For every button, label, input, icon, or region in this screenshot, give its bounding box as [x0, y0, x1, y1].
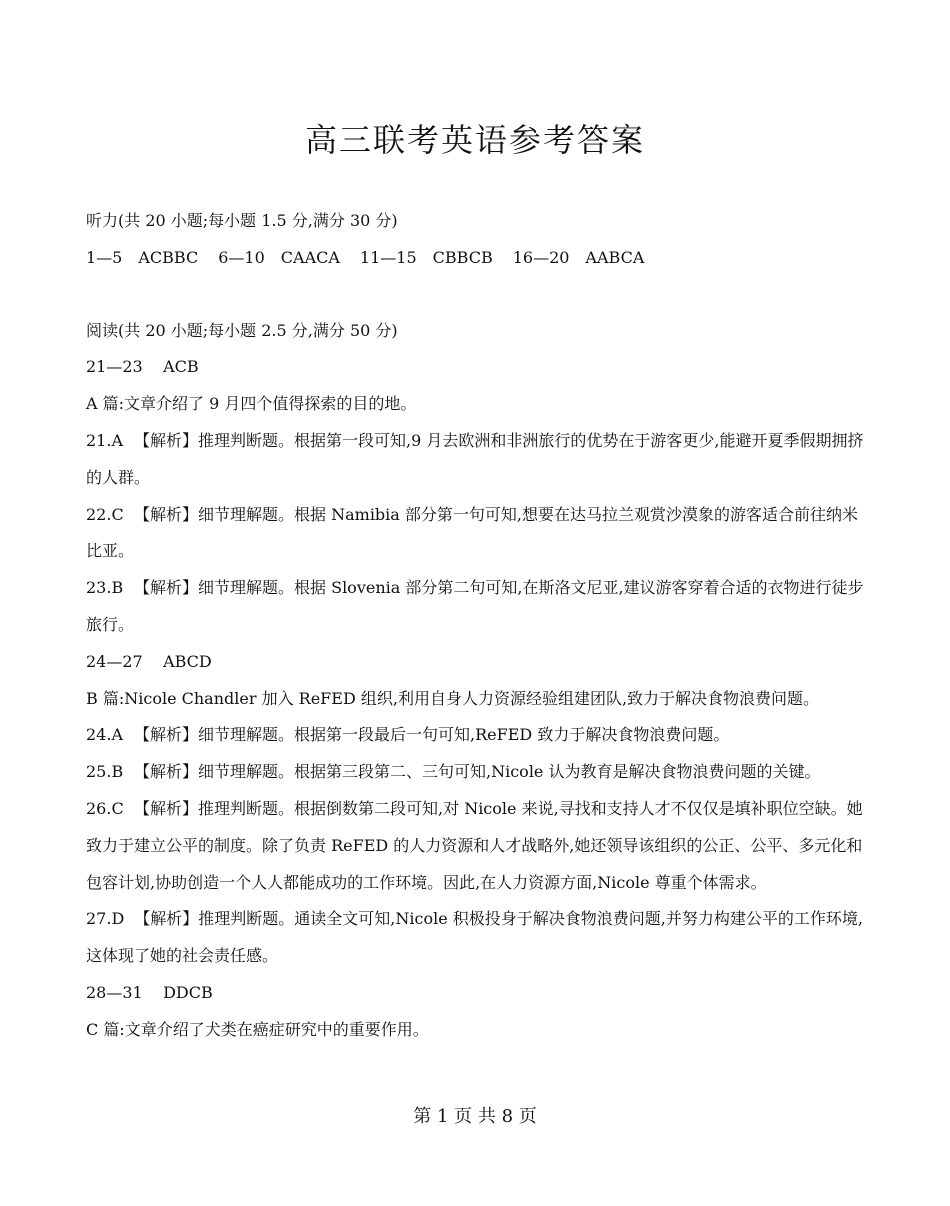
question-number: 25.B [86, 762, 124, 782]
listening-answers [86, 240, 872, 277]
answer-range: 16—20 [512, 247, 570, 267]
answer-letters: AABCA [585, 247, 645, 267]
explanation-text: 细节理解题。根据第三段第二、三句可知,Nicole 认为教育是解决食物浪费问题的关键。 [198, 762, 821, 782]
analysis-tag: 【解析】 [134, 578, 199, 598]
analysis-tag: 【解析】 [134, 430, 199, 450]
explanation-text: 推理判断题。根据倒数第二段可知,对 Nicole 来说,寻找和支持人才不仅仅是填补职位空缺。她致力于建立公平的制度。除了负责 ReFED 的人力资源和人才战略外,她还领导该组织的公正、公平、多元化和包容计划,协助创造一个人人都能成功的工作环境。因此,在人力资源方面,Nicole 尊重个体需求。 [86, 798, 863, 892]
explanation-text: 推理判断题。通读全文可知,Nicole 积极投身于解决食物浪费问题,并努力构建公平的工作环境,这体现了她的社会责任感。 [86, 909, 863, 966]
explanation-item [86, 901, 872, 975]
question-number: 22.C [86, 504, 124, 524]
answer-letters: ACBBC [138, 247, 199, 267]
analysis-tag: 【解析】 [134, 725, 199, 745]
explanation-item [86, 497, 872, 571]
listening-header: 听力(共 20 小题;每小题 1.5 分,满分 30 分) [86, 211, 398, 230]
group-b-range: 24—27 ABCD [86, 651, 212, 671]
question-number: 24.A [86, 725, 123, 745]
answer-content [86, 203, 872, 1049]
explanation-item [86, 570, 872, 644]
explanation-item [86, 717, 872, 754]
question-number: 23.B [86, 578, 124, 598]
answer-range: 6—10 [218, 247, 265, 267]
question-number: 21.A [86, 430, 123, 450]
explanation-text: 推理判断题。根据第一段可知,9 月去欧洲和非洲旅行的优势在于游客更少,能避开夏季假期拥挤的人群。 [86, 430, 864, 487]
group-c-range: 28—31 DDCB [86, 982, 213, 1002]
explanation-item [86, 423, 872, 497]
explanation-item [86, 754, 872, 791]
explanation-item [86, 791, 872, 901]
analysis-tag: 【解析】 [134, 762, 199, 782]
answer-range: 11—15 [359, 247, 417, 267]
group-b-summary: B 篇:Nicole Chandler 加入 ReFED 组织,利用自身人力资源经验组建团队,致力于解决食物浪费问题。 [86, 688, 820, 708]
answer-letters: CBBCB [432, 247, 493, 267]
explanation-text: 细节理解题。根据 Namibia 部分第一句可知,想要在达马拉兰观赏沙漠象的游客适合前往纳米比亚。 [86, 504, 859, 561]
group-a-range: 21—23 ACB [86, 357, 199, 377]
answer-letters: CAACA [280, 247, 340, 267]
explanation-text: 细节理解题。根据 Slovenia 部分第二句可知,在斯洛文尼亚,建议游客穿着合适的衣物进行徒步旅行。 [86, 578, 864, 634]
group-a-summary: A 篇:文章介绍了 9 月四个值得探索的目的地。 [86, 394, 417, 414]
section-gap [86, 277, 872, 313]
analysis-tag: 【解析】 [134, 798, 199, 818]
analysis-tag: 【解析】 [134, 504, 199, 524]
page-footer: 第 1 页 共 8 页 [413, 1106, 537, 1127]
question-number: 26.C [86, 798, 124, 818]
explanation-text: 细节理解题。根据第一段最后一句可知,ReFED 致力于解决食物浪费问题。 [198, 725, 730, 745]
reading-header: 阅读(共 20 小题;每小题 2.5 分,满分 50 分) [86, 320, 398, 340]
page-title: 高三联考英语参考答案 [304, 121, 645, 159]
group-c-summary: C 篇:文章介绍了犬类在癌症研究中的重要作用。 [86, 1019, 429, 1039]
answer-range: 1—5 [86, 247, 123, 267]
analysis-tag: 【解析】 [134, 909, 199, 929]
question-number: 27.D [86, 909, 125, 929]
